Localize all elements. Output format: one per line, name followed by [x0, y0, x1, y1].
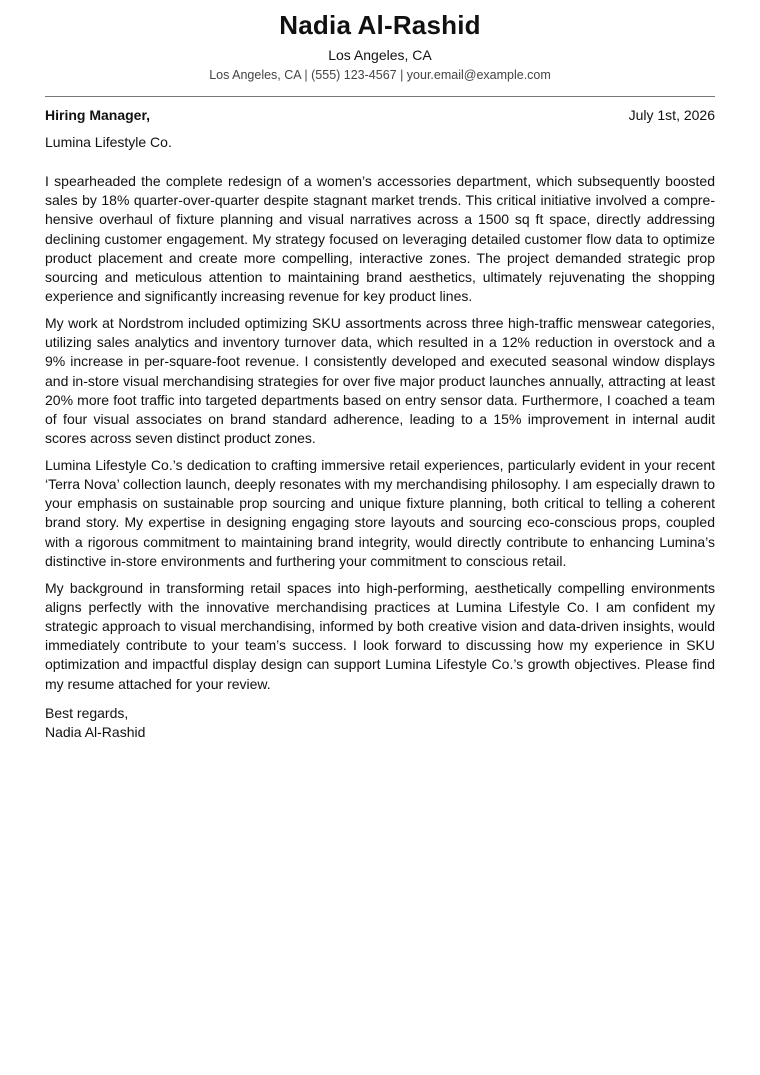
- header-divider: [45, 96, 715, 97]
- letter-header: [45, 8, 715, 84]
- sender-location: Los Angeles, CA: [328, 47, 432, 63]
- body-paragraph: My background in transforming retail spaces into high-performing, aesthetically compelling environments aligns perfectly with the innovative merchandising practices at Lumina Lifestyle Co. I am confident my strategic approach to visual merchandising, informed by both creative vision and data-driven insights, would immediately contribute to your team’s success. I look forward to discussing how my experience in SKU optimization and impactful display design can support Lumina Lifestyle Co.’s growth objectives. Please find my resume attached for your review.: [45, 579, 715, 692]
- body-paragraph: I spearheaded the complete redesign of a women’s accessories department, which subsequently boosted sales by 18% quarter-over-quarter despite stagnant market trends. This critical initiative involved a comprehensive overhaul of fixture planning and visual narratives across a 1500 sq ft space, directly addressing declining customer engagement. My strategy focused on leveraging detailed customer flow data to optimize product placement and create more compelling, interactive zones. The project demanded strategic prop sourcing and meticulous attention to maintaining brand aesthetics, ultimately rejuvenating the shopping experience and significantly increasing revenue for key product lines.: [45, 173, 715, 305]
- recipient-date-row: [45, 105, 715, 125]
- body-paragraph: Lumina Lifestyle Co.’s dedication to crafting immersive retail experiences, particularly evident in your recent ‘Terra Nova’ collection launch, deeply resonates with my merchandising philosophy. I am especially drawn to your emphasis on sustainable prop sourcing and unique fixture planning, both critical to telling a coherent brand story. My expertise in designing engaging store layouts and sourcing eco-conscious props, coupled with a rigorous commitment to maintaining brand integrity, would directly contribute to enhancing Lumina’s distinctive in-store environments and furthering your commitment to conscious retail.: [45, 456, 715, 569]
- letter-date: July 1st, 2026: [628, 107, 715, 123]
- closing-signature: Nadia Al-Rashid: [45, 723, 146, 740]
- recipient-greeting: Hiring Manager,: [45, 107, 151, 123]
- sender-name: Nadia Al-Rashid: [279, 10, 481, 40]
- letter-closing: [45, 704, 715, 742]
- letter-body: [45, 172, 715, 694]
- body-paragraph: My work at Nordstrom included optimizing SKU assortments across three high-traffic menswear categories, utilizing sales analytics and inventory turnover data, which resulted in a 12% reduction in overstock and a 9% increase in per-square-foot revenue. I consistently developed and executed seasonal window displays and in-store visual merchandising strategies for over five major product launches annually, attracting at least 20% more foot traffic into targeted departments based on entry sensor data. Furthermore, I coached a team of four visual associates on brand standard adherence, leading to a 15% improvement in internal audit scores across seven distinct product zones.: [45, 314, 715, 447]
- closing-salutation: Best regards,: [45, 704, 129, 721]
- sender-contact-line: Los Angeles, CA | (555) 123-4567 | your.email@example.com: [209, 68, 551, 82]
- recipient-company: Lumina Lifestyle Co.: [45, 134, 172, 150]
